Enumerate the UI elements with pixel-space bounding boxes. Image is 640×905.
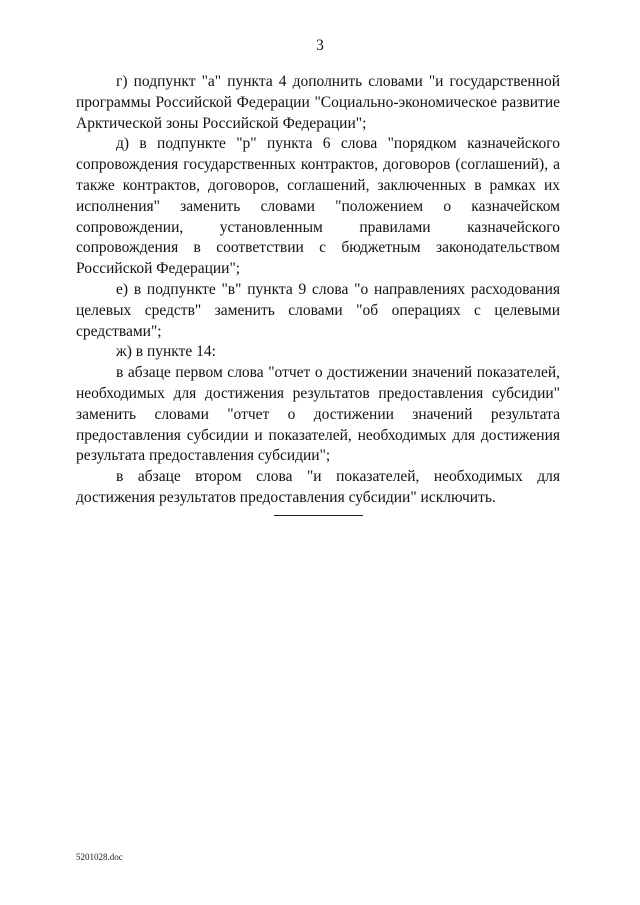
document-body bbox=[76, 72, 560, 509]
paragraph-zh: ж) в пункте 14: bbox=[116, 343, 216, 361]
file-code: 5201028.doc bbox=[76, 852, 123, 862]
page-number: 3 bbox=[316, 37, 324, 54]
end-divider bbox=[274, 515, 363, 516]
paragraph-e: е) в подпункте "в" пункта 9 слова "о направлениях расходования целевых средств" заменить словами "об операциях с целевыми средствами"; bbox=[76, 280, 560, 340]
paragraph-d: д) в подпункте "р" пункта 6 слова "порядком казначейского сопровождения государственных контрактов, договоров (соглашений), а также контрактов, договоров, соглашений, заключенных в рамках их исполнения" заменить словами "положением о казначейском сопровождении, установленным правилами казначейского сопровождения в соответствии с бюджетным законодательством Российской Федерации"; bbox=[76, 135, 560, 278]
paragraph-abzac-first: в абзаце первом слова "отчет о достижении значений показателей, необходимых для достижения результатов предоставления субсидии" заменить словами "отчет о достижении значений результата предоставления субсидии и показателей, необходимых для достижения результата предоставления субсидии"; bbox=[76, 364, 560, 465]
paragraph-abzac-second: в абзаце втором слова "и показателей, необходимых для достижения результатов предоставления субсидии" исключить. bbox=[76, 468, 560, 506]
paragraph-g: г) подпункт "а" пункта 4 дополнить словами "и государственной программы Российской Федерации "Социально-экономическое развитие Арктической зоны Российской Федерации"; bbox=[76, 73, 560, 132]
